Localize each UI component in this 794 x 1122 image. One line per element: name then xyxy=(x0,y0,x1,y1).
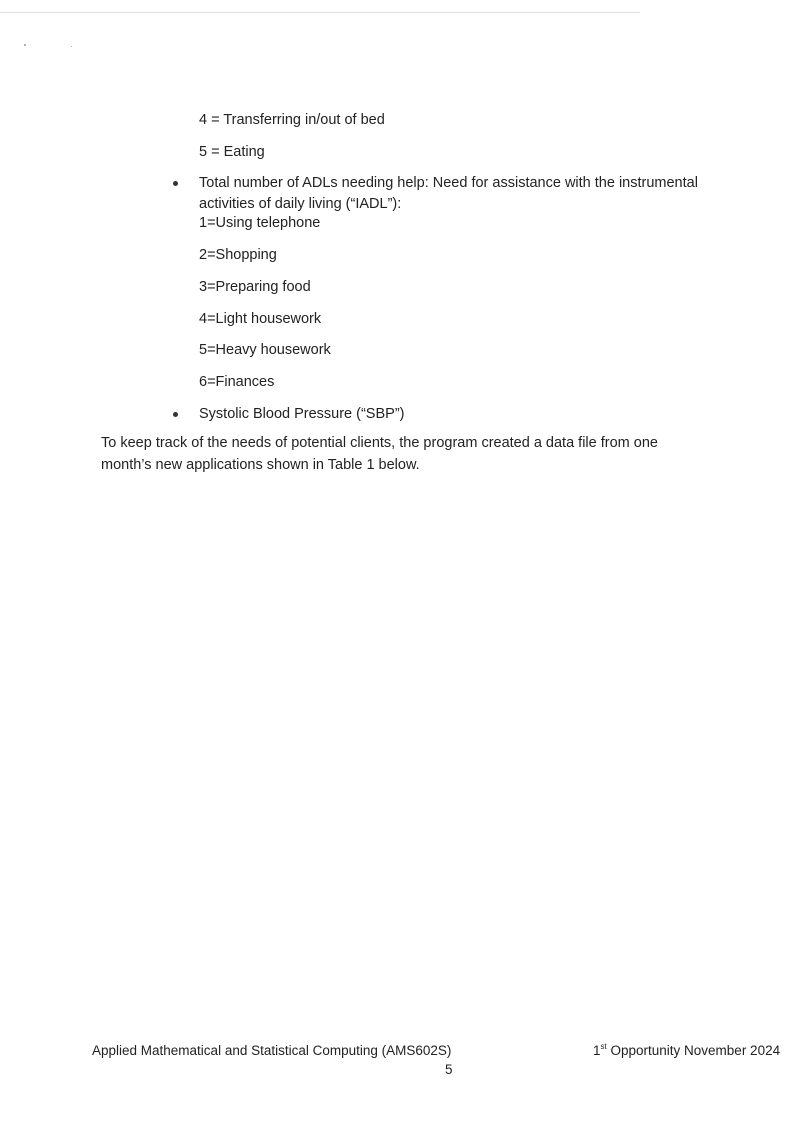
bullet-icon xyxy=(173,181,178,186)
opportunity-sup: st xyxy=(600,1042,607,1051)
iadl-item: 2=Shopping xyxy=(199,247,277,263)
sbp-bullet: Systolic Blood Pressure (“SBP”) xyxy=(199,406,405,422)
adl-item: 4 = Transferring in/out of bed xyxy=(199,112,385,128)
paragraph-line2: month’s new applications shown in Table 1 below. xyxy=(101,457,420,473)
page-number: 5 xyxy=(445,1062,453,1077)
iadl-bullet-line1: Total number of ADLs needing help: Need for assistance with the instrumental xyxy=(199,175,698,191)
scan-edge-line xyxy=(0,12,640,13)
bullet-icon xyxy=(173,412,178,417)
scan-speck xyxy=(24,44,26,46)
footer-opportunity xyxy=(593,1043,780,1058)
opportunity-ordinal: 1 xyxy=(593,1043,601,1058)
iadl-item: 5=Heavy housework xyxy=(199,342,331,358)
opportunity-text: Opportunity November 2024 xyxy=(606,1043,781,1058)
iadl-item: 4=Light housework xyxy=(199,311,322,327)
footer-course: Applied Mathematical and Statistical Computing (AMS602S) xyxy=(92,1043,452,1058)
iadl-item: 6=Finances xyxy=(199,374,275,390)
iadl-bullet-line2: activities of daily living (“IADL”): xyxy=(199,196,402,212)
iadl-item: 3=Preparing food xyxy=(199,279,311,295)
iadl-item: 1=Using telephone xyxy=(199,215,321,231)
scan-speck xyxy=(71,46,72,47)
adl-item: 5 = Eating xyxy=(199,144,265,160)
paragraph-line1: To keep track of the needs of potential clients, the program created a data file from one xyxy=(101,435,658,451)
